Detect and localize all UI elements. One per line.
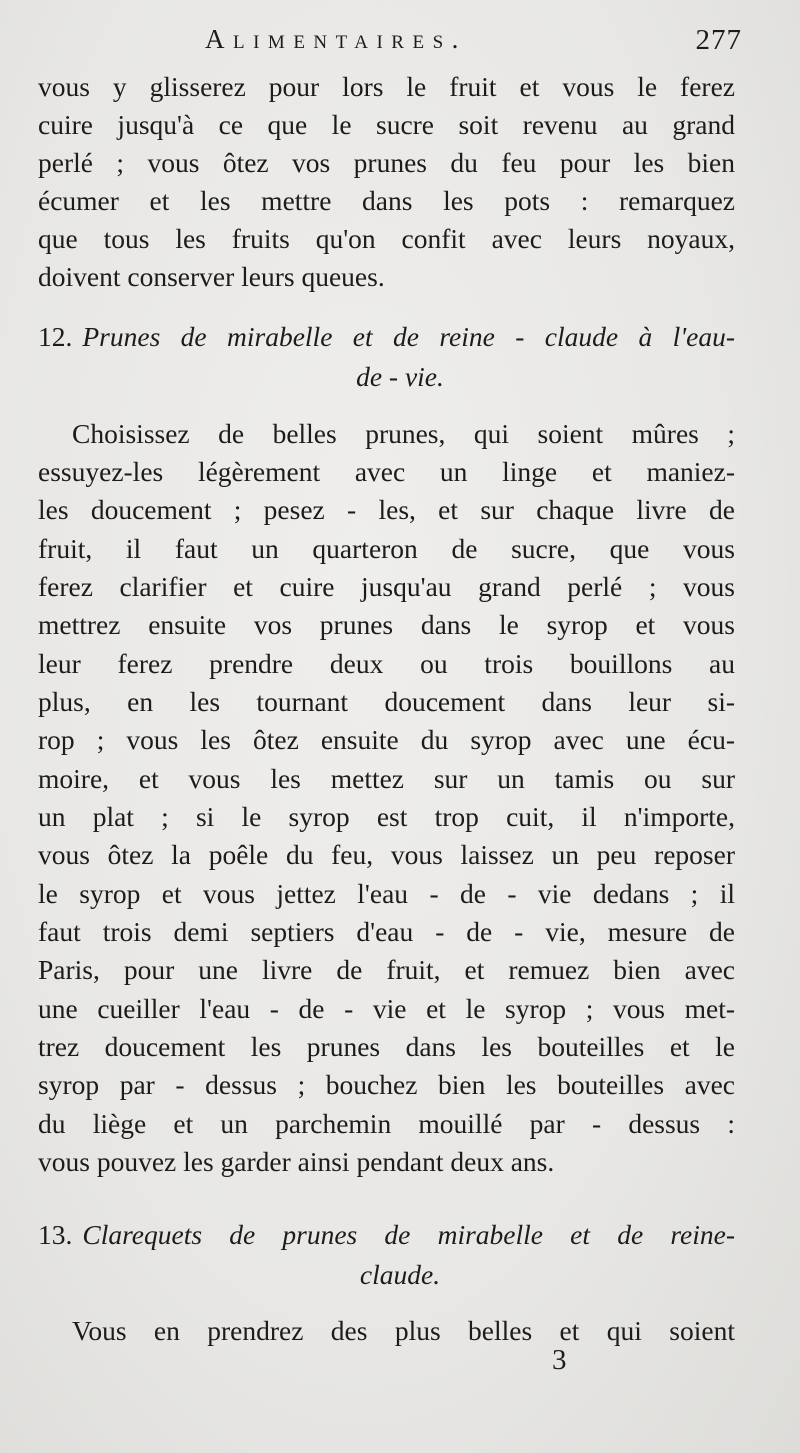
text-line: trez doucement les prunes dans les bouteilles et le [38, 1031, 735, 1062]
page-number: 277 [695, 24, 742, 56]
text-line: le syrop et vous jettez l'eau - de - vie dedans ; il [38, 878, 735, 909]
text-line: doivent conserver leurs queues. [38, 261, 385, 292]
page-header [0, 18, 800, 62]
text-line: plus, en les tournant doucement dans leur si- [38, 686, 735, 717]
text-line: les doucement ; pesez - les, et sur chaque livre de [38, 494, 735, 525]
heading-line [38, 1216, 735, 1254]
text-line: vous y glisserez pour lors le fruit et vous le ferez [38, 71, 735, 102]
text-line: que tous les fruits qu'on confit avec leurs noyaux, [38, 223, 735, 254]
text-line: ferez clarifier et cuire jusqu'au grand perlé ; vous [38, 571, 735, 602]
text-line: mettrez ensuite vos prunes dans le syrop et vous [38, 609, 735, 640]
text-line: faut trois demi septiers d'eau - de - vie, mesure de [38, 916, 735, 947]
section-title-continued: de - vie. [356, 361, 444, 392]
section-title-continued: claude. [359, 1259, 441, 1290]
text-line: vous ôtez la poêle du feu, vous laissez un peu reposer [38, 839, 735, 870]
section-title: Prunes de mirabelle et de reine - claude à l'eau- [82, 321, 735, 352]
text-line: perlé ; vous ôtez vos prunes du feu pour les bien [38, 147, 735, 178]
text-line: cuire jusqu'à ce que le sucre soit revenu au grand [38, 109, 735, 140]
text-line: Vous en prendrez des plus belles et qui soient [72, 1315, 735, 1346]
text-line: leur ferez prendre deux ou trois bouillons au [38, 648, 735, 679]
text-line: syrop par - dessus ; bouchez bien les bouteilles avec [38, 1069, 735, 1100]
running-head: Alimentaires. [205, 24, 467, 54]
section-title: Clarequets de prunes de mirabelle et de reine- [82, 1219, 735, 1250]
section-number: 12. [38, 321, 73, 352]
text-line: une cueiller l'eau - de - vie et le syrop ; vous met- [38, 993, 735, 1024]
text-line: Choisissez de belles prunes, qui soient mûres ; [72, 418, 735, 449]
text-line: rop ; vous les ôtez ensuite du syrop avec une écu- [38, 724, 735, 755]
text-line: moire, et vous les mettez sur un tamis ou sur [38, 763, 735, 794]
heading-line [38, 318, 735, 356]
signature-mark: 3 [552, 1344, 567, 1376]
text-line: écumer et les mettre dans les pots : remarquez [38, 185, 735, 216]
text-line: du liège et un parchemin mouillé par - dessus : [38, 1108, 735, 1139]
text-line: fruit, il faut un quarteron de sucre, que vous [38, 533, 735, 564]
text-line: vous pouvez les garder ainsi pendant deux ans. [38, 1146, 555, 1177]
text-line: essuyez-les légèrement avec un linge et maniez- [38, 456, 735, 487]
text-line: un plat ; si le syrop est trop cuit, il n'importe, [38, 801, 735, 832]
text-line: Paris, pour une livre de fruit, et remuez bien avec [38, 954, 735, 985]
section-number: 13. [38, 1219, 73, 1250]
